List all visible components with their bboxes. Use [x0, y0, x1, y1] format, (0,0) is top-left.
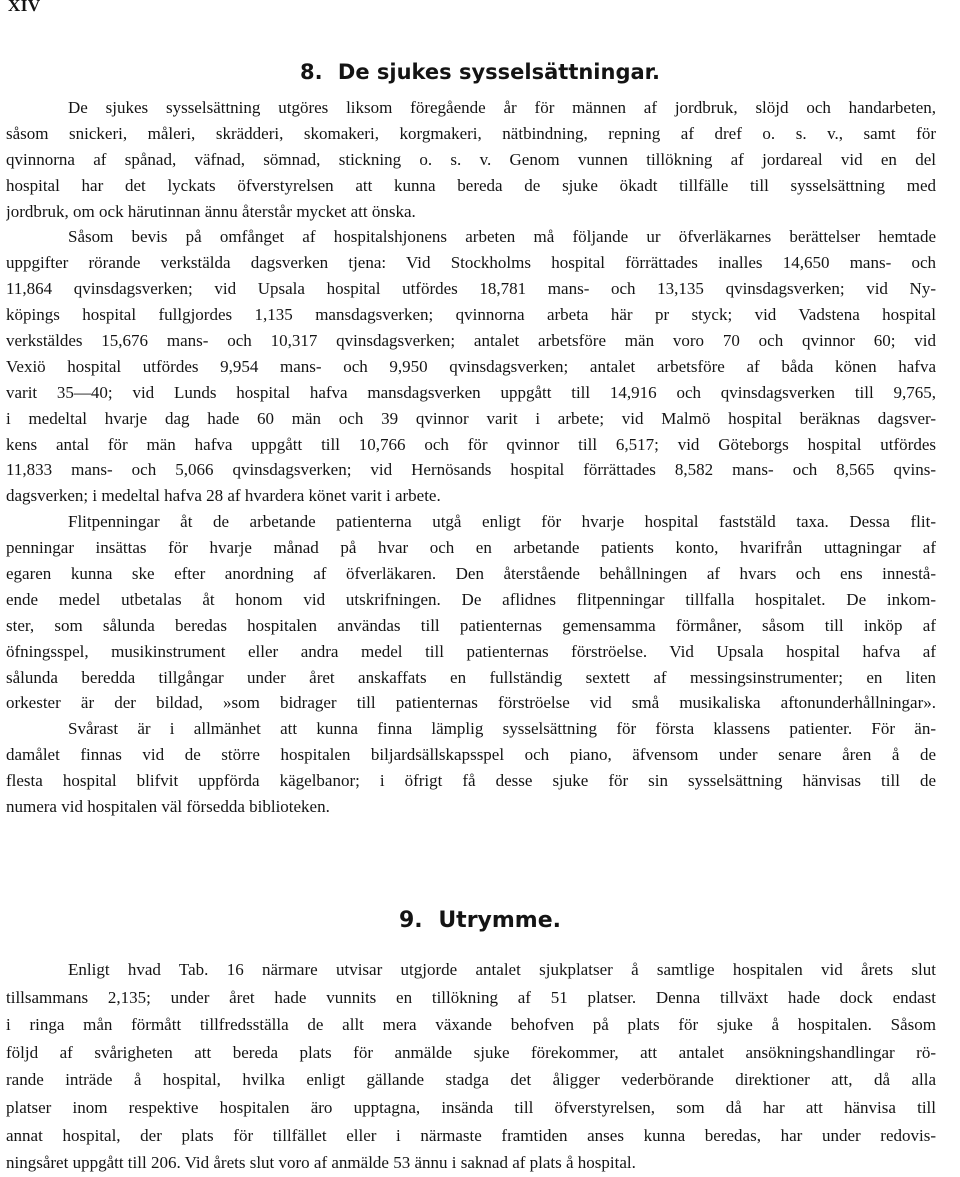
section-9-body [6, 956, 936, 1177]
section-9-title: Utrymme. [438, 908, 562, 933]
paragraph-line: qvinnorna af spånad, väfnad, sömnad, stickning o. s. v. Genom vunnen tillökning af jordareal vid en del [6, 149, 936, 169]
paragraph-line: följd af svårigheten att bereda plats för anmälde sjuke förekommer, att antalet ansökningshandlingar rö- [6, 1042, 936, 1062]
paragraph-line: annat hospital, der plats för tillfället eller i närmaste framtiden anses kunna beredas, har under redovis- [6, 1125, 936, 1145]
paragraph-line: Såsom bevis på omfånget af hospitalshjonens arbeten må följande ur öfverläkarnes berättelser hemtade [68, 227, 936, 247]
paragraph-line: damålet finnas vid de större hospitalen biljardsällskapsspel och piano, äfvensom under senare åren å de [6, 745, 936, 765]
page-number: XIV [8, 0, 41, 15]
paragraph-line: Vexiö hospital utfördes 9,954 mans- och 9,950 qvinsdagsverken; antalet arbetsföre af båda könen hafva [6, 356, 936, 376]
paragraph-line: i medeltal hvarje dag hade 60 män och 39 qvinnor varit i arbete; vid Malmö hospital beräknas dagsver- [6, 408, 936, 428]
paragraph-line: ende medel utbetalas åt honom vid utskrifningen. De aflidnes flitpenningar tillfalla hospitalet. De inkom- [6, 589, 936, 609]
paragraph-line: ster, som sålunda beredas hospitalen användas till patienternas gemensamma förmåner, såsom till inköp af [6, 615, 936, 635]
paragraph-line: verkstäldes 15,676 mans- och 10,317 qvinsdagsverken; antalet arbetsföre män voro 70 och qvinnor 60; vid [6, 331, 936, 351]
paragraph-line: egaren kunna ske efter anordning af öfverläkaren. Den återstående behållningen af hvars och ens innestå- [6, 564, 936, 584]
paragraph-line: öfningsspel, musikinstrument eller andra medel till patienternas förströelse. Vid Upsala hospital hafva af [6, 641, 936, 661]
paragraph-line: dagsverken; i medeltal hafva 28 af hvardera könet varit i arbete. [6, 486, 441, 506]
section-8-body [6, 95, 936, 820]
paragraph-line: Flitpenningar åt de arbetande patienterna utgå enligt för hvarje hospital faststäld taxa. Dessa flit- [68, 512, 936, 532]
paragraph-line: flesta hospital blifvit uppförda kägelbanor; i öfrigt få desse sjuke för sin sysselsättning hänvisas till de [6, 771, 936, 791]
paragraph-line: hospital har det lyckats öfverstyrelsen att kunna bereda de sjuke ökadt tillfälle till sysselsättning med [6, 175, 936, 195]
section-9-number: 9. [398, 908, 423, 933]
paragraph-line: kens antal för män hafva uppgått till 10,766 och för qvinnor till 6,517; vid Göteborgs hospital utfördes [6, 434, 936, 454]
paragraph-line: såsom snickeri, måleri, skrädderi, skomakeri, korgmakeri, nätbindning, repning af dref o. s. v., samt för [6, 123, 936, 143]
paragraph-line: tillsammans 2,135; under året hade vunnits en tillökning af 51 platser. Denna tillväxt hade dock endast [6, 987, 936, 1007]
paragraph-line: Svårast är i allmänhet att kunna finna lämplig sysselsättning för första klassens patienter. För än- [68, 719, 936, 739]
paragraph-line: orkester är der bildad, »som bidrager till patienternas förströelse vid små musikaliska aftonunderhållningar». [6, 693, 936, 713]
paragraph-line: rande inträde å hospital, hvilka enligt gällande stadga det åligger vederbörande direktioner att, då alla [6, 1070, 936, 1090]
paragraph-line: ningsåret uppgått till 206. Vid årets slut voro af anmälde 53 ännu i saknad af plats å hospital. [6, 1153, 636, 1173]
section-8-number: 8. [299, 60, 323, 84]
paragraph-line: 11,864 qvinsdagsverken; vid Upsala hospital utfördes 18,781 mans- och 13,135 qvinsdagsverken; vid Ny- [6, 279, 936, 299]
paragraph-line: köpings hospital fullgjordes 1,135 mansdagsverken; qvinnorna arbeta här pr styck; vid Vadstena hospital [6, 305, 936, 325]
section-8-title: De sjukes sysselsättningar. [337, 60, 660, 84]
section-8-heading [0, 60, 960, 84]
paragraph-line: i ringa mån förmått tillfredsställa de allt mera växande behofven på plats för sjuke å hospitalen. Såsom [6, 1015, 936, 1035]
section-9-heading [0, 908, 960, 933]
paragraph-line: sålunda beredda tillgångar under året anskaffats en fullständig sextett af messingsinstrumenter; en liten [6, 667, 936, 687]
paragraph-line: uppgifter rörande verkstälda dagsverken tjena: Vid Stockholms hospital förrättades inalles 14,650 mans- och [6, 253, 936, 273]
paragraph-line: varit 35—40; vid Lunds hospital hafva mansdagsverken uppgått till 14,916 och qvinsdagsverken till 9,765, [6, 382, 936, 402]
paragraph-line: jordbruk, om ock härutinnan ännu återstår mycket att önska. [6, 201, 416, 221]
paragraph-line: numera vid hospitalen väl försedda biblioteken. [6, 797, 330, 817]
paragraph-line: penningar insättas för hvarje månad på hvar och en arbetande patients konto, hvarifrån uttagningar af [6, 538, 936, 558]
paragraph-line: platser inom respektive hospitalen äro upptagna, insända till öfverstyrelsen, som då har att hänvisa till [6, 1097, 936, 1117]
paragraph-line: De sjukes sysselsättning utgöres liksom föregående år för männen af jordbruk, slöjd och handarbeten, [68, 98, 936, 117]
paragraph-line: 11,833 mans- och 5,066 qvinsdagsverken; vid Hernösands hospital förrättades 8,582 mans- och 8,565 qvins- [6, 460, 936, 480]
paragraph-line: Enligt hvad Tab. 16 närmare utvisar utgjorde antalet sjukplatser å samtlige hospitalen vid årets slut [68, 960, 936, 979]
